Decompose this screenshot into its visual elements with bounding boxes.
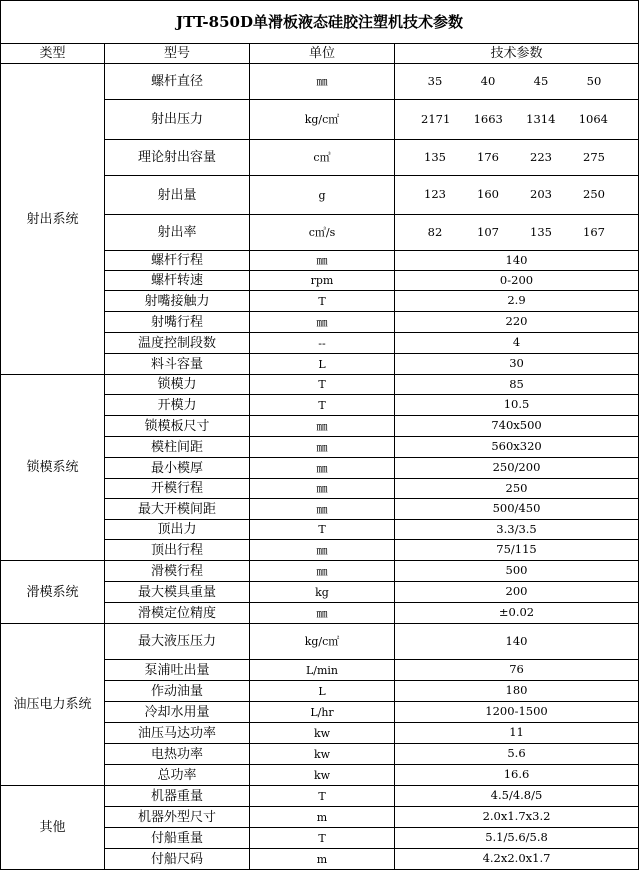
parameter-unit: L/min xyxy=(250,660,395,681)
parameter-values xyxy=(395,140,639,176)
parameter-name: 总功率 xyxy=(105,765,250,786)
parameter-value: 30 xyxy=(395,354,639,375)
category-cell: 滑模系统 xyxy=(1,561,105,624)
parameter-unit: L/hr xyxy=(250,702,395,723)
parameter-unit: ㎜ xyxy=(250,437,395,458)
parameter-name: 顶出力 xyxy=(105,520,250,540)
parameter-value: 740x500 xyxy=(395,416,639,437)
parameter-unit: ㎜ xyxy=(250,312,395,333)
parameter-value: 2.0x1.7x3.2 xyxy=(395,807,639,828)
table-title: JTT-850D单滑板液态硅胶注塑机技术参数 xyxy=(1,1,639,44)
parameter-unit: T xyxy=(250,520,395,540)
parameter-value: 1663 xyxy=(473,111,503,126)
parameter-unit: ㎜ xyxy=(250,499,395,520)
parameter-unit: ㎜ xyxy=(250,251,395,271)
parameter-value: 500 xyxy=(395,561,639,582)
parameter-value: 176 xyxy=(477,149,499,164)
parameter-value: 82 xyxy=(427,224,443,239)
header-category: 类型 xyxy=(1,44,105,64)
table-row xyxy=(1,624,639,660)
parameter-value: 5.6 xyxy=(395,744,639,765)
parameter-value: 45 xyxy=(533,73,549,88)
parameter-name: 机器外型尺寸 xyxy=(105,807,250,828)
parameter-value: 167 xyxy=(583,224,605,239)
table-row xyxy=(1,561,639,582)
category-cell: 其他 xyxy=(1,786,105,870)
parameter-value: 1064 xyxy=(578,111,609,126)
parameter-value: 250 xyxy=(395,479,639,499)
parameter-unit: kg/c㎡ xyxy=(250,624,395,660)
parameter-value: 1314 xyxy=(526,111,556,126)
parameter-name: 螺杆转速 xyxy=(105,271,250,291)
parameter-value: 250/200 xyxy=(395,458,639,479)
parameter-value: 2.9 xyxy=(395,291,639,312)
parameter-name: 料斗容量 xyxy=(105,354,250,375)
parameter-unit: c㎥ xyxy=(250,140,395,176)
parameter-value: 16.6 xyxy=(395,765,639,786)
parameter-unit: ㎜ xyxy=(250,64,395,100)
parameter-value: 200 xyxy=(395,582,639,603)
parameter-value: 135 xyxy=(424,149,446,164)
parameter-unit: rpm xyxy=(250,271,395,291)
parameter-value: 107 xyxy=(477,224,499,239)
parameter-value: 275 xyxy=(583,149,605,164)
parameter-value: 500/450 xyxy=(395,499,639,520)
parameter-unit: ㎜ xyxy=(250,458,395,479)
parameter-value: 50 xyxy=(586,73,602,88)
parameter-value: 140 xyxy=(395,251,639,271)
header-params: 技术参数 xyxy=(395,44,639,64)
parameter-value: 76 xyxy=(395,660,639,681)
parameter-unit: -- xyxy=(250,333,395,354)
table-row xyxy=(1,375,639,395)
parameter-value: 1200-1500 xyxy=(395,702,639,723)
parameter-name: 理论射出容量 xyxy=(105,140,250,176)
parameter-value: 123 xyxy=(424,187,446,202)
parameter-name: 机器重量 xyxy=(105,786,250,807)
parameter-unit: ㎜ xyxy=(250,603,395,624)
parameter-value: 75/115 xyxy=(395,540,639,561)
parameter-unit: m xyxy=(250,807,395,828)
table-row xyxy=(1,786,639,807)
parameter-name: 螺杆直径 xyxy=(105,64,250,100)
parameter-value: 40 xyxy=(480,73,496,88)
parameter-value: 2171 xyxy=(421,111,451,126)
parameter-unit: ㎜ xyxy=(250,479,395,499)
parameter-unit: kw xyxy=(250,723,395,744)
parameter-value: 85 xyxy=(395,375,639,395)
parameter-value: 10.5 xyxy=(395,395,639,416)
parameter-name: 温度控制段数 xyxy=(105,333,250,354)
parameter-unit: ㎜ xyxy=(250,416,395,437)
parameter-value: 140 xyxy=(395,624,639,660)
parameter-value: 135 xyxy=(530,224,552,239)
parameter-value: 250 xyxy=(583,187,605,202)
parameter-name: 滑模行程 xyxy=(105,561,250,582)
parameter-name: 射嘴接触力 xyxy=(105,291,250,312)
parameter-name: 油压马达功率 xyxy=(105,723,250,744)
parameter-unit: kg/c㎡ xyxy=(250,100,395,140)
parameter-unit: kw xyxy=(250,765,395,786)
parameter-value: 0-200 xyxy=(395,271,639,291)
parameter-name: 电热功率 xyxy=(105,744,250,765)
parameter-unit: T xyxy=(250,786,395,807)
parameter-unit: m xyxy=(250,849,395,870)
parameter-unit: kw xyxy=(250,744,395,765)
parameter-values xyxy=(395,64,639,100)
parameter-name: 模柱间距 xyxy=(105,437,250,458)
parameter-unit: L xyxy=(250,681,395,702)
category-cell: 射出系统 xyxy=(1,64,105,375)
parameter-name: 射出压力 xyxy=(105,100,250,140)
parameter-value: 203 xyxy=(530,187,552,202)
parameter-unit: L xyxy=(250,354,395,375)
parameter-name: 泵浦吐出量 xyxy=(105,660,250,681)
parameter-name: 螺杆行程 xyxy=(105,251,250,271)
parameter-unit: T xyxy=(250,291,395,312)
parameter-value: 220 xyxy=(395,312,639,333)
header-model: 型号 xyxy=(105,44,250,64)
parameter-name: 最大液压压力 xyxy=(105,624,250,660)
parameter-unit: c㎥/s xyxy=(250,215,395,251)
parameter-name: 开模力 xyxy=(105,395,250,416)
parameter-name: 最大模具重量 xyxy=(105,582,250,603)
parameter-name: 锁模力 xyxy=(105,375,250,395)
parameter-name: 冷却水用量 xyxy=(105,702,250,723)
parameter-value: 11 xyxy=(395,723,639,744)
parameter-values xyxy=(395,176,639,215)
parameter-name: 锁模板尺寸 xyxy=(105,416,250,437)
parameter-name: 作动油量 xyxy=(105,681,250,702)
header-unit: 单位 xyxy=(250,44,395,64)
parameter-unit: T xyxy=(250,395,395,416)
parameter-name: 付船尺码 xyxy=(105,849,250,870)
category-cell: 锁模系统 xyxy=(1,375,105,561)
parameter-name: 最大开模间距 xyxy=(105,499,250,520)
parameter-value: 3.3/3.5 xyxy=(395,520,639,540)
parameter-name: 开模行程 xyxy=(105,479,250,499)
table-row xyxy=(1,64,639,100)
parameter-value: 223 xyxy=(530,149,552,164)
parameter-value: 180 xyxy=(395,681,639,702)
parameter-name: 付船重量 xyxy=(105,828,250,849)
parameter-value: 4.2x2.0x1.7 xyxy=(395,849,639,870)
parameter-name: 顶出行程 xyxy=(105,540,250,561)
parameter-unit: T xyxy=(250,828,395,849)
parameter-name: 最小模厚 xyxy=(105,458,250,479)
parameter-values xyxy=(395,215,639,251)
parameter-value: 4 xyxy=(395,333,639,354)
parameter-value: ±0.02 xyxy=(395,603,639,624)
category-cell: 油压电力系统 xyxy=(1,624,105,786)
parameter-name: 射嘴行程 xyxy=(105,312,250,333)
parameter-values xyxy=(395,100,639,140)
parameter-unit: ㎜ xyxy=(250,561,395,582)
parameter-unit: g xyxy=(250,176,395,215)
parameter-value: 4.5/4.8/5 xyxy=(395,786,639,807)
parameter-unit: T xyxy=(250,375,395,395)
parameter-value: 5.1/5.6/5.8 xyxy=(395,828,639,849)
parameter-value: 160 xyxy=(477,187,499,202)
parameter-name: 滑模定位精度 xyxy=(105,603,250,624)
parameter-unit: ㎜ xyxy=(250,540,395,561)
parameter-name: 射出率 xyxy=(105,215,250,251)
parameter-name: 射出量 xyxy=(105,176,250,215)
parameter-unit: kg xyxy=(250,582,395,603)
parameter-value: 560x320 xyxy=(395,437,639,458)
parameter-value: 35 xyxy=(427,73,443,88)
